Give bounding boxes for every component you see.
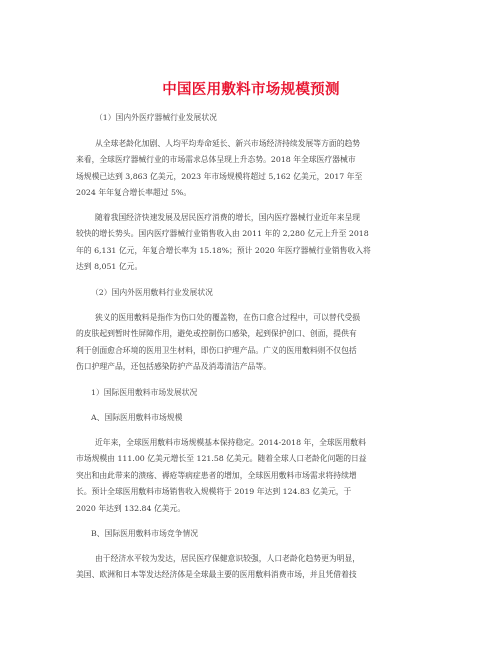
paragraph-line: 2024 年年复合增长率超过 5%。 — [76, 188, 192, 197]
paragraph-line: 较快的增长势头。国内医疗器械行业销售收入由 2011 年的 2,280 亿元上升至 2018 — [76, 229, 369, 238]
subsection-heading: A、国际医用敷料市场规模 — [91, 413, 183, 422]
paragraph-line: 年的 6,131 亿元，年复合增长率为 15.18%；预计 2020 年医疗器械行业销售收入将 — [76, 246, 371, 255]
paragraph-line: 场规模已达到 3,863 亿美元，2023 年市场规模将超过 5,162 亿美元，2017 年至 — [76, 172, 363, 181]
paragraph-line: 利于创面愈合环境的医用卫生材料，即伤口护理产品。广义的医用敷料则不仅包括 — [76, 346, 357, 355]
subsection-heading: B、国际医用敷料市场竞争情况 — [91, 529, 199, 538]
subsection-heading: 1）国际医用敷料市场发展状况 — [91, 388, 198, 397]
paragraph-line: 的皮肤起到暂时性屏障作用，避免或控制伤口感染，起到保护创口、创面，提供有 — [76, 329, 357, 338]
paragraph-line: 狭义的医用敷料是指作为伤口处的覆盖物，在伤口愈合过程中，可以替代受损 — [95, 313, 361, 322]
paragraph-line: 来看，全球医疗器械行业的市场需求总体呈现上升态势。2018 年全球医疗器械市 — [76, 155, 356, 164]
paragraph-line: 随着我国经济快速发展及居民医疗消费的增长，国内医疗器械行业近年来呈现 — [95, 213, 361, 222]
section-heading: （1）国内外医疗器械行业发展状况 — [95, 113, 217, 122]
paragraph-line: 市场规模由 111.00 亿美元增长至 121.58 亿美元。随着全球人口老龄化问题的日益 — [76, 454, 367, 463]
section-heading: （2）国内外医用敷料行业发展状况 — [91, 288, 213, 297]
paragraph-line: 近年来，全球医用敷料市场规模基本保持稳定。2014-2018 年，全球医用敷料 — [95, 438, 366, 447]
paragraph-line: 突出和由此带来的溃疡、褥疮等病症患者的增加，全球医用敷料市场需求将持续增 — [76, 471, 357, 480]
paragraph-line: 2020 年达到 132.84 亿美元。 — [76, 504, 186, 513]
document-title: 中国医用敷料市场规模预测 — [162, 82, 340, 98]
paragraph-line: 达到 8,051 亿元。 — [76, 262, 143, 271]
paragraph-line: 伤口护理产品，还包括感染防护产品及消毒清洁产品等。 — [76, 362, 271, 371]
paragraph-line: 美国、欧洲和日本等发达经济体是全球最主要的医用敷料消费市场，并且凭借着技 — [76, 570, 357, 579]
paragraph-line: 由于经济水平较为发达，居民医疗保健意识较强，人口老龄化趋势更为明显， — [95, 554, 361, 563]
paragraph-line: 从全球老龄化加剧、人均平均寿命延长、新兴市场经济持续发展等方面的趋势 — [95, 139, 361, 148]
paragraph-line: 长。预计全球医用敷料市场销售收入规模将于 2019 年达到 124.83 亿美元，于 — [76, 487, 352, 496]
